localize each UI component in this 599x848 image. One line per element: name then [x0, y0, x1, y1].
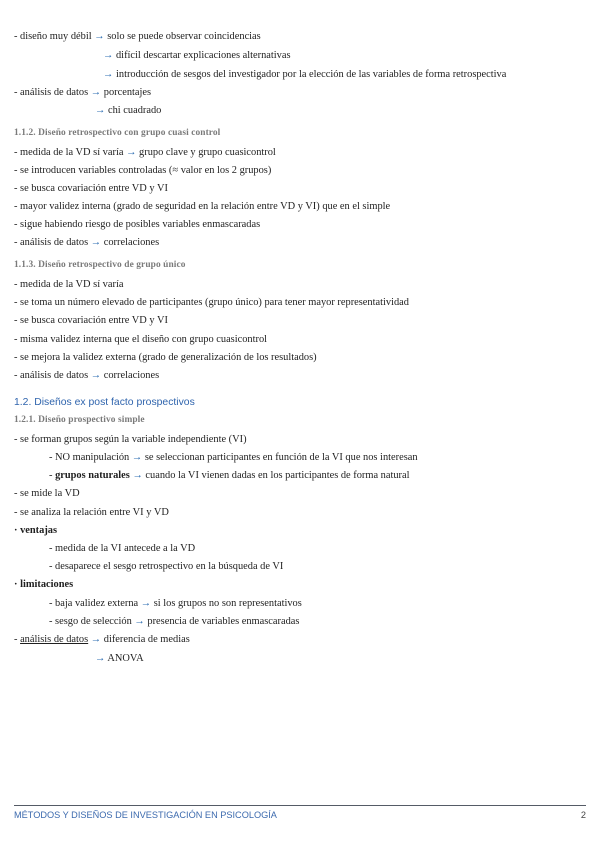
page-number: 2 — [580, 810, 586, 820]
arrow-icon: → — [95, 105, 106, 116]
text-line: - medida de la VD sí varía → grupo clave y grupo cuasicontrol — [14, 147, 276, 158]
text-line: - análisis de datos → diferencia de medias — [14, 634, 190, 645]
text-line: - diseño muy débil → solo se puede observar coincidencias — [14, 31, 261, 42]
text-line: → difícil descartar explicaciones alternativas — [103, 50, 291, 61]
text-line: · limitaciones — [14, 579, 74, 590]
text-line: - medida de la VD sí varía — [14, 279, 124, 290]
text-line: - baja validez externa → si los grupos no son representativos — [49, 598, 302, 609]
arrow-icon: → — [140, 598, 152, 609]
text-line: - NO manipulación → se seleccionan participantes en función de la VI que nos interesan — [49, 452, 418, 463]
text-line: - se busca covariación entre VD y VI — [14, 183, 168, 194]
text-line: - grupos naturales → cuando la VI vienen dadas en los participantes de forma natural — [49, 470, 410, 481]
text-line: - se toma un número elevado de participantes (grupo único) para tener mayor representatividad — [14, 297, 409, 308]
arrow-icon: → — [90, 370, 102, 381]
arrow-icon: → — [132, 470, 143, 481]
arrow-icon: → — [103, 50, 114, 61]
section-heading-1-2-1: 1.2.1. Diseño prospectivo simple — [14, 415, 145, 425]
text-line: - análisis de datos → correlaciones — [14, 370, 160, 381]
text-line: - misma validez interna que el diseño con grupo cuasicontrol — [14, 334, 268, 345]
arrow-icon: → — [90, 237, 102, 248]
text-line: - se mejora la validez externa (grado de generalización de los resultados) — [14, 352, 317, 363]
text-line: → introducción de sesgos del investigador por la elección de las variables de forma retrospectiva — [103, 69, 507, 80]
text-line: → ANOVA — [95, 653, 144, 664]
text-line: - se busca covariación entre VD y VI — [14, 315, 168, 326]
text-line: - se mide la VD — [14, 488, 80, 499]
text-line: - se forman grupos según la variable independiente (VI) — [14, 434, 247, 445]
arrow-icon: → — [103, 69, 114, 80]
section-heading-1-2: 1.2. Diseños ex post facto prospectivos — [14, 397, 195, 408]
text-line: · ventajas — [14, 525, 58, 536]
arrow-icon: → — [131, 452, 143, 463]
section-heading-1-1-3: 1.1.3. Diseño retrospectivo de grupo único — [14, 260, 186, 270]
text-line: - mayor validez interna (grado de seguridad en la relación entre VD y VI) que en el simple — [14, 201, 391, 212]
text-line: - medida de la VI antecede a la VD — [49, 543, 196, 554]
arrow-icon: → — [90, 87, 102, 98]
footer-title: MÉTODOS Y DISEÑOS DE INVESTIGACIÓN EN PSICOLOGÍA — [14, 810, 277, 820]
arrow-icon: → — [134, 616, 145, 627]
section-heading-1-1-2: 1.1.2. Diseño retrospectivo con grupo cuasi control — [14, 128, 221, 138]
text-line: - sigue habiendo riesgo de posibles variables enmascaradas — [14, 219, 261, 230]
arrow-icon: → — [90, 634, 102, 645]
arrow-icon: → — [94, 31, 105, 42]
arrow-icon: → — [126, 147, 137, 158]
text-line: - se introducen variables controladas (≈ valor en los 2 grupos) — [14, 165, 272, 176]
footer-divider — [14, 805, 586, 806]
arrow-icon: → — [95, 653, 106, 664]
text-line: - desaparece el sesgo retrospectivo en la búsqueda de VI — [49, 561, 284, 572]
text-line: - se analiza la relación entre VI y VD — [14, 507, 169, 518]
text-line: - análisis de datos → correlaciones — [14, 237, 160, 248]
text-line: - sesgo de selección → presencia de variables enmascaradas — [49, 616, 300, 627]
text-line: - análisis de datos → porcentajes — [14, 87, 152, 98]
text-line: → chi cuadrado — [95, 105, 162, 116]
